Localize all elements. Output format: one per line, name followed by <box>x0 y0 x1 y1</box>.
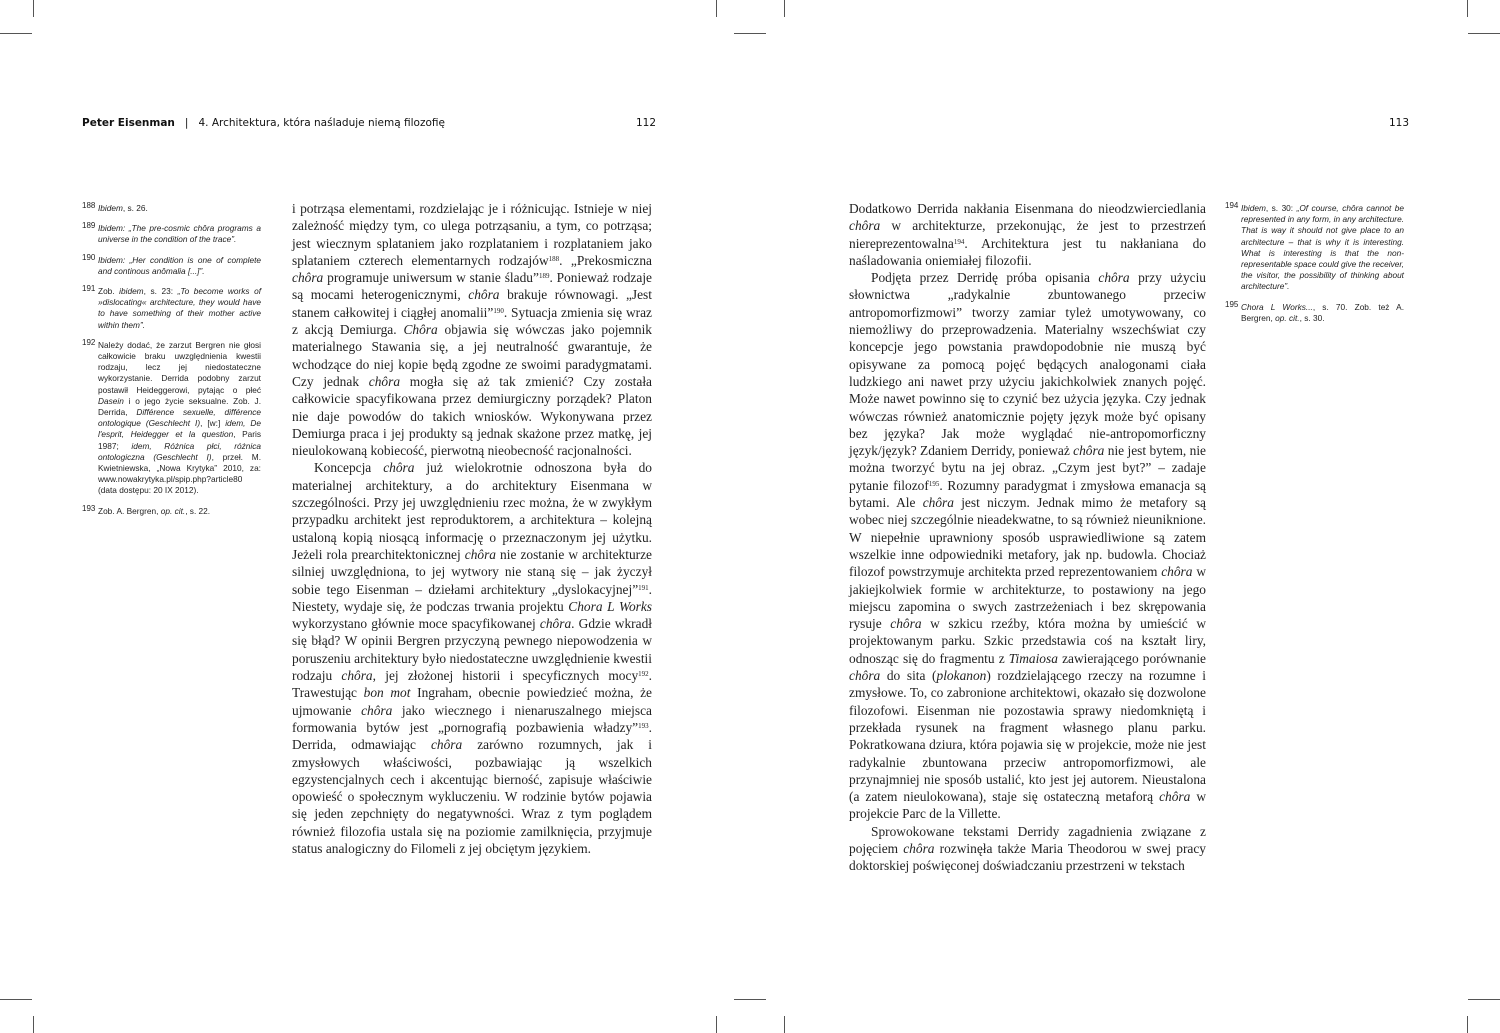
italic-text: idem, Różnica płci, różnica ontologiczna (Geschlecht I) <box>98 440 261 462</box>
text-run: , s. 26. <box>122 203 148 213</box>
italic-text: Ibidem: „The pre-cosmic chôra programs a universe in the condition of the trace”. <box>98 223 261 245</box>
footnote-ref: 189 <box>538 272 550 281</box>
text-run: . Rozumny paradygmat i zmysłowa emanacja są bytami. Ale <box>849 477 1206 511</box>
italic-text: chôra <box>368 373 401 389</box>
text-run: , jej złożonej historii i specyficznych mocy <box>372 668 639 684</box>
italic-text: chôra <box>849 218 881 234</box>
text-run: do sita ( <box>880 668 937 684</box>
footnote-ref: 188 <box>548 254 560 263</box>
crop-mark <box>734 999 766 1000</box>
header-author: Peter Eisenman <box>82 117 175 129</box>
crop-mark <box>716 1016 717 1033</box>
footnote-ref: 193 <box>638 721 649 730</box>
text-run: zarówno rozumnych, jak i zmysłowych właściwości, pozbawiając ją wszelkich egzystencjalnych cech i akcentując bierność, zapisuje właściwie opowieść o społecznym wykluczeniu. W rodzinie bytów pojawia się jeden zepchnięty do negatywności. Wraz z tym poglądem również filozofia ustala się na poziomie zamilknięcia, przyjmuje status analogiczny do Filomeli z jej obciętym językiem. <box>292 737 652 856</box>
footnote-number: 195 <box>1225 299 1239 309</box>
footnote-ref: 194 <box>953 237 965 246</box>
text-run: zawierającego porównanie <box>1057 650 1206 666</box>
footnote <box>82 503 261 517</box>
footnote-number: 191 <box>82 284 96 294</box>
crop-mark <box>33 1016 34 1033</box>
italic-text: chôra <box>361 702 393 718</box>
text-run: w jakiejkolwiek formie w architekturze, to postawiony na jego miejscu zapomina o swych zastrzeżeniach i bez skrępowania rysuje <box>849 564 1206 632</box>
text-run: . Sytuacja zmienia się wraz z akcją Demiurga. <box>292 304 652 338</box>
text-run: nie zostanie w architekturze silniej uwzględniona, to jej wytwory nie staną się – jak życzył sobie tego Eisenman – dziełami architektury „dyslokacyjnej” <box>292 546 652 597</box>
header-separator: | <box>184 117 189 129</box>
text-run: w projekcie Parc de la Villette. <box>849 789 1206 822</box>
page-number-left: 112 <box>636 117 657 129</box>
text-run: Dodatkowo Derrida nakłania Eisenmana do nieodzwierciedlania <box>849 201 1206 216</box>
footnote-number: 188 <box>82 201 96 210</box>
text-run: , s. 30: <box>1265 203 1297 213</box>
italic-text: Ibidem <box>1241 203 1266 213</box>
footnote <box>82 337 262 497</box>
italic-text: „To become works of »dislocating« architecture, they would have to have something of their mother active within them”. <box>98 286 261 330</box>
italic-text: Chôra <box>403 322 438 338</box>
text-run: . Trawestując <box>292 668 653 701</box>
italic-text: chôra <box>430 737 463 753</box>
italic-text: Ibidem: „Her condition is one of complete and continous anômalia [...]”. <box>98 254 261 276</box>
footnote <box>82 252 261 277</box>
text-run: , [w:] <box>200 418 226 429</box>
footnote-number: 193 <box>82 503 96 513</box>
text-run: nie jest bytem, nie można tworzyć bytu na jej obraz. „Czym jest byt?” – zadaje pytanie filozof <box>849 443 1206 493</box>
text-run: Zob. <box>98 286 120 297</box>
italic-text: Dasein <box>98 395 124 406</box>
text-run: ) rozdzielającego rzeczy na rozumne i zmysłowe. To, co zabronione architektowi, okazało się dozwolone filozofowi. Eisenman nie pozostawia sprawy niedomkniętą i przekłada rysunek na fragment własnego planu parku. Pokratkowana dziura, która pojawia się w projekcie, może nie jest radykalnie zbuntowana przeciw antropomorfizmowi, ale przynajmniej nie sposób ustalić, kto jest jej autorem. Nieustalona (a zatem nieulokowana), staje się ostateczną metaforą <box>849 668 1206 805</box>
text-run: , przeł. M. Kwietniewska, „Nowa Krytyka” 2010, za: www.nowakrytyka.pl/spip.php?article80 (data dostępu: 20 IX 2012). <box>98 451 261 496</box>
crop-mark <box>1468 999 1500 1000</box>
footnote-number: 189 <box>82 221 96 231</box>
text-run: . Architektura jest tu nakłaniana do naśladowania oniemiałej filozofii. <box>849 235 1206 268</box>
crop-mark <box>716 0 717 17</box>
text-run: już wielokrotnie odnoszona była do materialnej architektury, a do architektury Eisenmana w szczególności. Przy jej uwzględnieniu rzec można, że w zwykłym przypadku architekt jest reproduktorem, a architektura – kolejną ustaloną kopią niosącą informację o przeznaczonym jej użytku. Jeżeli rola prearchitektonicznej <box>292 460 652 562</box>
text-run: Sprowokowane tekstami Derridy zagadnienia związane z pojęciem <box>849 823 1206 856</box>
text-run: Ingraham, obecnie powiedzieć można, że ujmowanie <box>292 685 652 718</box>
italic-text: chôra <box>383 460 415 476</box>
italic-text: chôra <box>1098 270 1130 286</box>
italic-text: chôra <box>922 495 954 511</box>
text-run: wykorzystano głównie moce spacyfikowanej <box>292 616 540 632</box>
footnote-number: 194 <box>1225 201 1239 210</box>
crop-mark <box>734 33 766 34</box>
text-run: , s. 30. <box>1299 312 1325 323</box>
footnote <box>82 286 261 331</box>
text-run: , s. 23: <box>143 286 178 297</box>
text-run: i potrząsa elementami, rozdzielając je i różnicując. Istnieje w niej zależność między tym, co ulega potrząsaniu, a tym, co potrząsa; jest wiecznym splataniem jako rozplataniem i rozplataniem jako splataniem czterech elementarnych rodzajów <box>292 201 652 268</box>
text-run: Podjęta przez Derridę próba opisania <box>871 270 1099 286</box>
italic-text: plokanon <box>936 668 987 684</box>
paragraph <box>292 200 652 459</box>
footnote <box>1225 299 1405 324</box>
italic-text: chôra <box>468 287 500 303</box>
crop-mark <box>784 0 785 17</box>
text-run: Zob. A. Bergren, <box>98 505 161 516</box>
paragraph <box>849 200 1206 269</box>
text-run: jako wiecznego i nienaruszalnego miejsca formowania bytów jest „pornografią pozbawienia władzy” <box>292 702 652 735</box>
italic-text: „Of course, chôra cannot be represented in any form, in any architecture. That is way it should not give place to an architecture – that is why it is interesting. What is interesting is that the non-representable space could give the receiver, the visitor, the possibility of thinking about architecture”. <box>1241 203 1404 292</box>
text-run: i o jego życie seksualne. Zob. J. Derrida, <box>98 395 261 418</box>
italic-text: chôra <box>890 616 922 632</box>
footnote-ref: 195 <box>928 479 940 488</box>
paragraph <box>849 269 1206 823</box>
text-run: objawia się wówczas jako pojemnik materialnego Stawania się, a jej neutralność gwarantuje, że wchodzące do niej kopie będą zgodne ze swoimi paradygmatami. Czy jednak <box>292 322 652 389</box>
text-run: jest niczym. Jednak mimo że metafory są wobec niej szczególnie nieadekwatne, to są również nieuniknione. W niepełnie uprawniony sposób usprawiedliwione są zatem wszelkie inne odpowiedniki metafory, jak np. budowla. Chociaż filozof powstrzymuje architekta przed reprezentowaniem <box>849 495 1206 580</box>
italic-text: chôra <box>1073 443 1105 459</box>
footnotes-right <box>1225 203 1404 333</box>
crop-mark <box>0 999 32 1000</box>
text-run: rozwinęła także Maria Theodorou w swej pracy doktorskiej poświęconej doświadczaniu przestrzeni w tekstach <box>849 840 1206 874</box>
text-run: . Ponieważ rodzaje są mocami heterogenicznymi, <box>292 270 652 303</box>
footnotes-left <box>82 203 261 526</box>
body-text-right <box>849 200 1206 875</box>
text-run: . Derrida, odmawiając <box>292 719 652 753</box>
footnote <box>1225 203 1404 293</box>
text-run: brakuje równowagi. „Jest stanem całkowitej i ciągłej anomalii” <box>292 287 652 320</box>
italic-text: chôra <box>341 668 373 684</box>
crop-mark <box>1467 1016 1468 1033</box>
crop-mark <box>784 1016 785 1033</box>
running-header <box>82 117 445 129</box>
italic-text: Différence sexuelle, différence ontologique (Geschlecht I) <box>98 407 261 429</box>
footnote-number: 192 <box>82 337 96 347</box>
text-run: w szkicu rzeźby, która można by umieścić w projektowanym parku. Szkic przedstawia coś na kształt liry, odnosząc się do fragmentu z <box>849 616 1206 666</box>
header-chapter: 4. Architektura, która naśladuje niemą filozofię <box>198 117 445 129</box>
italic-text: chôra <box>539 616 572 632</box>
page-number-right: 113 <box>1389 117 1410 129</box>
text-run: , s. 22. <box>185 505 211 516</box>
text-run: programuje uniwersum w stanie śladu” <box>323 270 539 286</box>
italic-text: chôra <box>464 546 496 562</box>
footnote-number: 190 <box>82 252 96 262</box>
footnote-ref: 192 <box>638 670 649 679</box>
paragraph <box>849 823 1206 875</box>
text-run: . Gdzie wkradł się błąd? W opinii Bergren przyczyną pewnego niepowodzenia w poruszeniu architektury było niedostateczne uwzględnienie kwestii rodzaju <box>292 616 652 684</box>
italic-text: op. cit. <box>1275 312 1300 323</box>
footnote <box>82 203 261 214</box>
crop-mark <box>1468 33 1500 34</box>
text-run: , s. 70. Zob. też A. Bergren, <box>1241 301 1405 323</box>
text-run: Koncepcja <box>314 460 384 476</box>
italic-text: chôra <box>1161 564 1193 580</box>
text-run: Należy dodać, że zarzut Bergren nie głosi całkowicie braku uwzględnienia kwestii rodzaju, lecz jej niedostateczne wykorzystanie. Derrida podobny zarzut postawił Heideggerowi, pytając o płeć <box>98 339 261 395</box>
italic-text: Ibidem <box>98 203 123 213</box>
footnote-ref: 190 <box>493 306 504 315</box>
italic-text: chôra <box>1159 789 1191 805</box>
crop-mark <box>0 33 32 34</box>
italic-text: bon mot <box>363 685 411 701</box>
paragraph <box>292 459 652 857</box>
footnote-ref: 191 <box>638 583 649 592</box>
italic-text: Chora L Works... <box>1241 301 1313 312</box>
crop-mark <box>33 0 34 17</box>
italic-text: op. cit. <box>160 505 186 516</box>
italic-text: Chora L Works <box>568 598 653 614</box>
italic-text: idem, De l'esprit, Heidegger et la question <box>98 418 262 440</box>
text-run: mogła się aż tak zmienić? Czy została całkowicie spacyfikowana przez demiurgiczny porządek? Platon nie daje powodów do takich wniosków. Wykonywana przez Demiurga praca i jej produkty są jednak skażone przez matkę, jej nieulokowaną kobiecość, pierwotną nieobecność racjonalności. <box>292 373 652 459</box>
italic-text: ibidem <box>119 286 144 297</box>
text-run: . Niestety, wydaje się, że podczas trwania projektu <box>292 581 652 614</box>
text-run: przy użyciu słownictwa „radykalnie zbuntowanego przeciw antropomorfizmowi” tworzy zamiar tyleż umotywowany, co niemożliwy do przeprowadzenia. Materialny wszechświat czy koncepcje jego powstania prawdopodobnie nie muszą być opisywane za pomocą pojęć będących analogonami ciała ludzkiego ani nawet przy użyciu jakichkolwiek znanych pojęć. Może nawet powinno się to czynić bez użycia języka. Czy jednak wówczas również anatomicznie pojęty język może być opisany bez języka? Jak może wyglądać nie-antropomorficzny język/język? Zdaniem Derridy, ponieważ <box>849 270 1206 459</box>
text-run: . „Prekosmiczna <box>559 252 652 268</box>
text-run: w architekturze, przekonując, że jest to przestrzeń niereprezentowalna <box>849 218 1206 251</box>
italic-text: chôra <box>849 668 881 684</box>
italic-text: chôra <box>292 270 324 286</box>
italic-text: chôra <box>903 840 935 856</box>
body-text-left <box>292 200 652 857</box>
crop-mark <box>1467 0 1468 17</box>
text-run: , Paris 1987; <box>98 429 261 451</box>
italic-text: Timaiosa <box>1008 650 1058 666</box>
footnote <box>82 223 261 245</box>
